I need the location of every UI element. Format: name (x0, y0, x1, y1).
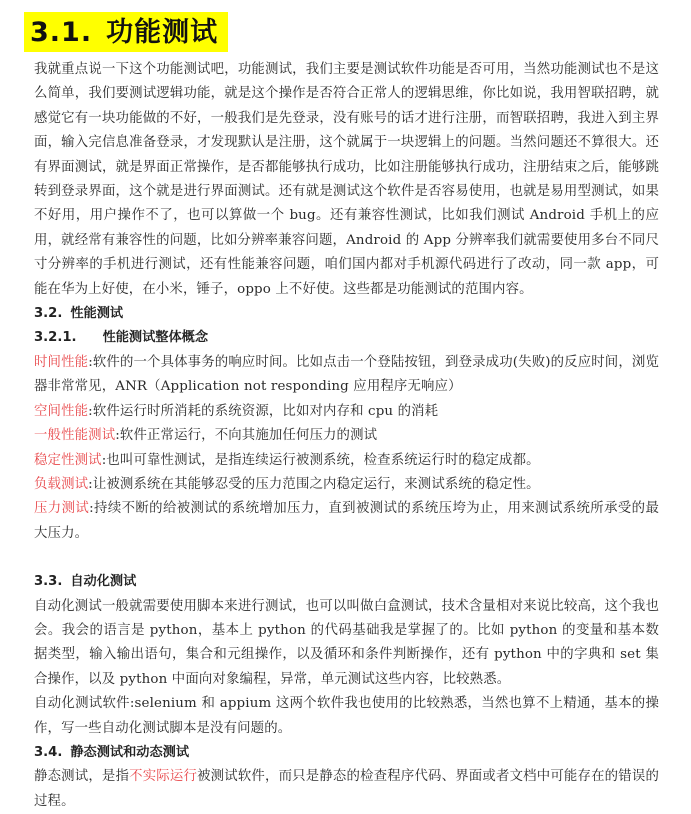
definition-term: 时间性能 (34, 354, 89, 370)
section-3-3-paragraph-2: 自动化测试软件:selenium 和 appium 这两个软件我也使用的比较熟悉，当然也算不上精通，基本的操作，写一些自动化测试脚本是没有问题的。 (34, 696, 659, 736)
document-page (30, 0, 660, 814)
section-3-2-heading (34, 302, 659, 326)
paragraph-text: 静态测试，是指 (34, 769, 130, 785)
definition-term: 压力测试 (34, 501, 90, 517)
section-number: 3.3. (34, 574, 63, 590)
definition-text: :持续不断的给被测试的系统增加压力，直到被测试的系统压垮为止，用来测试系统所承受的最大压力。 (34, 501, 659, 541)
definition-item (34, 497, 659, 546)
subsection-number: 3.2.1. (34, 330, 77, 346)
paragraph-text: 被测试软件，而只是静态的检查程序代码、界面或者文档中可能存在的错误的过程。 (34, 769, 659, 809)
definition-term: 一般性能测试 (34, 428, 116, 444)
definition-term: 稳定性测试 (34, 452, 102, 468)
subsection-3-2-1-heading (34, 326, 659, 350)
section-3-1-paragraph: 我就重点说一下这个功能测试吧，功能测试，我们主要是测试软件功能是否可用，当然功能测试也不是这么简单，我们要测试逻辑功能，就是这个操作是否符合正常人的逻辑思维，你比如说，我用智联招聘，就感觉它有一块功能做的不好，一般我们是先登录，没有账号的话才进行注册，而智联招聘，我进入到主界面，输入完信息准备登录，才发现默认是注册，这个就属于一块逻辑上的问题。当然问题还不算很大。还有界面测试，就是界面正常操作，是否都能够执行成功，比如注册能够执行成功，注册结束之后，能够跳转到登录界面，这个就是进行界面测试。还有就是测试这个软件是否容易使用，也就是易用型测试，如果不好用，用户操作不了，也可以算做一个 bug。还有兼容性测试，比如我们测试 Android 手机上的应用，就经常有兼容性的问题，比如分辨率兼容问题，Android 的 App 分辨率我们就需要使用多台不同尺寸分辨率的手机进行测试，还有性能兼容问题，咱们国内都对手机源代码进行了改动，同一款 app，可能在华为上好使，在小米，锤子，oppo 上不好使。这些都是功能测试的范围内容。 (34, 62, 659, 297)
section-3-4-heading (34, 741, 659, 765)
definition-term: 空间性能 (34, 403, 89, 419)
section-3-4-paragraph (34, 765, 659, 814)
section-title: 自动化测试 (70, 574, 137, 590)
section-3-3-paragraph-1: 自动化测试一般就需要使用脚本来进行测试，也可以叫做白盒测试，技术含量相对来说比较高，这个我也会。我会的语言是 python，基本上 python 的代码基础我是掌握了的。比如 python 的变量和基本数据类型，输入输出语句，集合和元组操作，以及循环和条件判断操作，还有 python 中的字典和 set 集合操作，以及 python 中面向对象编程，异常，单元测试这些内容，比较熟悉。 (34, 598, 660, 687)
definition-item (34, 424, 659, 448)
definition-item (34, 473, 659, 497)
definition-item (34, 351, 659, 400)
definition-text: :软件运行时所消耗的系统资源，比如对内存和 cpu 的消耗 (88, 403, 439, 419)
subsection-title: 性能测试整体概念 (102, 330, 209, 346)
section-number: 3.2. (34, 306, 63, 322)
performance-definitions-list (34, 351, 659, 546)
section-title: 静态测试和动态测试 (70, 744, 190, 760)
definition-text: :软件的一个具体事务的响应时间。比如点击一个登陆按钮，到登录成功(失败)的反应时间，浏览器非常常见，ANR（Application not responding 应用程序无响应） (34, 354, 659, 395)
definition-term: 负载测试 (34, 476, 89, 492)
definition-item (34, 400, 659, 424)
section-number: 3.1. (30, 17, 93, 48)
section-3-3-heading (34, 570, 659, 594)
highlighted-phrase: 不实际运行 (129, 769, 198, 785)
definition-item (34, 449, 659, 473)
section-title: 性能测试 (70, 306, 124, 322)
section-number: 3.4. (34, 744, 63, 760)
section-title: 功能测试 (106, 17, 219, 48)
definition-text: :也叫可靠性测试，是指连续运行被测系统，检查系统运行时的稳定成都。 (101, 452, 540, 468)
definition-text: :让被测系统在其能够忍受的压力范围之内稳定运行，来测试系统的稳定性。 (88, 476, 540, 492)
section-3-1-heading (24, 12, 228, 52)
definition-text: :软件正常运行，不向其施加任何压力的测试 (115, 428, 378, 444)
